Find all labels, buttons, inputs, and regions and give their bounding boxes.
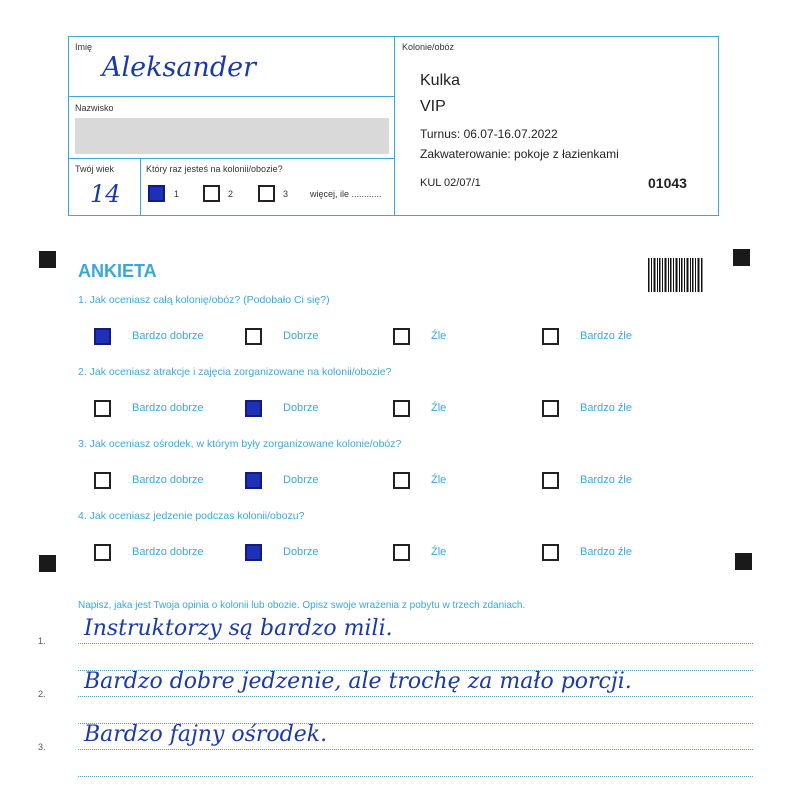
- question-3-checkbox-2[interactable]: [245, 472, 262, 489]
- question-1-checkbox-2[interactable]: [245, 328, 262, 345]
- question-3-option-label: Źle: [431, 474, 447, 486]
- question-2-checkbox-4[interactable]: [542, 400, 559, 417]
- survey-title: ANKIETA: [78, 261, 157, 281]
- nazwisko-label: Nazwisko: [75, 103, 114, 113]
- question-text: 4. Jak oceniasz jedzenie podczas kolonii/obozu?: [78, 510, 305, 522]
- question-4-option-label: Źle: [431, 546, 447, 558]
- question-2-checkbox-3[interactable]: [393, 400, 410, 417]
- question-1-option-label: Bardzo dobrze: [132, 330, 204, 342]
- opinion-dotted-line: [78, 643, 753, 644]
- zakwaterowanie: Zakwaterowanie: pokoje z łazienkami: [420, 147, 619, 161]
- ktory-raz-label: Który raz jesteś na kolonii/obozie?: [146, 164, 283, 174]
- question-4-option-label: Bardzo dobrze: [132, 546, 204, 558]
- ktory-raz-option-2: 2: [228, 189, 234, 199]
- ktory-raz-checkbox-3[interactable]: [258, 185, 275, 202]
- header-divider-h1: [68, 96, 394, 97]
- question-2-option-label: Bardzo dobrze: [132, 402, 204, 414]
- question-3-checkbox-1[interactable]: [94, 472, 111, 489]
- registration-marker-bottom-left: [39, 555, 56, 572]
- question-2-checkbox-2[interactable]: [245, 400, 262, 417]
- question-2-checkbox-1[interactable]: [94, 400, 111, 417]
- barcode-icon: [648, 258, 703, 292]
- question-text: 2. Jak oceniasz atrakcje i zajęcia zorganizowane na kolonii/obozie?: [78, 366, 392, 378]
- ktory-raz-option-3: 3: [283, 189, 289, 199]
- kolonia-name: Kulka: [420, 72, 461, 89]
- imie-value[interactable]: Aleksander: [102, 52, 256, 83]
- question-1-option-label: Źle: [431, 330, 447, 342]
- question-2-option-label: Dobrze: [283, 402, 319, 414]
- question-2-option-label: Bardzo źle: [580, 402, 632, 414]
- opinion-line-number: 2.: [38, 689, 46, 699]
- question-4-checkbox-2[interactable]: [245, 544, 262, 561]
- opinion-line-text[interactable]: Bardzo dobre jedzenie, ale trochę za mało porcji.: [84, 669, 632, 694]
- wiek-label: Twój wiek: [75, 164, 115, 174]
- question-3-option-label: Dobrze: [283, 474, 319, 486]
- question-text: 3. Jak oceniasz ośrodek, w którym były zorganizowane kolonie/obóz?: [78, 438, 402, 450]
- ktory-raz-checkbox-2[interactable]: [203, 185, 220, 202]
- registration-marker-bottom-right: [735, 553, 752, 570]
- ktory-raz-checkbox-1[interactable]: [148, 185, 165, 202]
- kolonia-label: Kolonie/obóz: [402, 42, 455, 52]
- question-4-checkbox-1[interactable]: [94, 544, 111, 561]
- question-3-option-label: Bardzo dobrze: [132, 474, 204, 486]
- opinion-line-number: 3.: [38, 742, 46, 752]
- imie-label: Imię: [75, 42, 93, 52]
- question-4-option-label: Dobrze: [283, 546, 319, 558]
- opinion-dotted-line: [78, 749, 753, 750]
- form-number: 01043: [648, 175, 687, 191]
- question-4-checkbox-4[interactable]: [542, 544, 559, 561]
- opinion-line-number: 1.: [38, 636, 46, 646]
- question-3-checkbox-4[interactable]: [542, 472, 559, 489]
- opinion-line-text[interactable]: Bardzo fajny ośrodek.: [84, 722, 328, 747]
- question-1-checkbox-1[interactable]: [94, 328, 111, 345]
- question-3-checkbox-3[interactable]: [393, 472, 410, 489]
- kolonia-type: VIP: [420, 98, 446, 115]
- registration-marker-top-left: [39, 251, 56, 268]
- wiecej-label: więcej, ile ............: [310, 189, 382, 199]
- question-4-option-label: Bardzo źle: [580, 546, 632, 558]
- question-4-checkbox-3[interactable]: [393, 544, 410, 561]
- header-divider-age: [140, 158, 141, 216]
- question-1-option-label: Bardzo źle: [580, 330, 632, 342]
- question-2-option-label: Źle: [431, 402, 447, 414]
- question-1-checkbox-4[interactable]: [542, 328, 559, 345]
- registration-marker-top-right: [733, 249, 750, 266]
- question-3-option-label: Bardzo źle: [580, 474, 632, 486]
- header-divider-vertical: [394, 36, 395, 216]
- question-1-option-label: Dobrze: [283, 330, 319, 342]
- opinion-dotted-line: [78, 696, 753, 697]
- opinion-prompt: Napisz, jaka jest Twoja opinia o kolonii lub obozie. Opisz swoje wrażenia z pobytu w trzech zdaniach.: [78, 600, 526, 611]
- ktory-raz-option-1: 1: [174, 189, 180, 199]
- header-divider-h2: [68, 158, 394, 159]
- question-1-checkbox-3[interactable]: [393, 328, 410, 345]
- nazwisko-redacted: [75, 118, 389, 154]
- kolonia-code: KUL 02/07/1: [420, 177, 481, 189]
- wiek-value[interactable]: 14: [90, 180, 121, 208]
- question-text: 1. Jak oceniasz całą kolonię/obóz? (Podobało Ci się?): [78, 294, 330, 306]
- opinion-dotted-line: [78, 776, 753, 777]
- turnus: Turnus: 06.07-16.07.2022: [420, 127, 558, 141]
- opinion-line-text[interactable]: Instruktorzy są bardzo mili.: [84, 616, 393, 641]
